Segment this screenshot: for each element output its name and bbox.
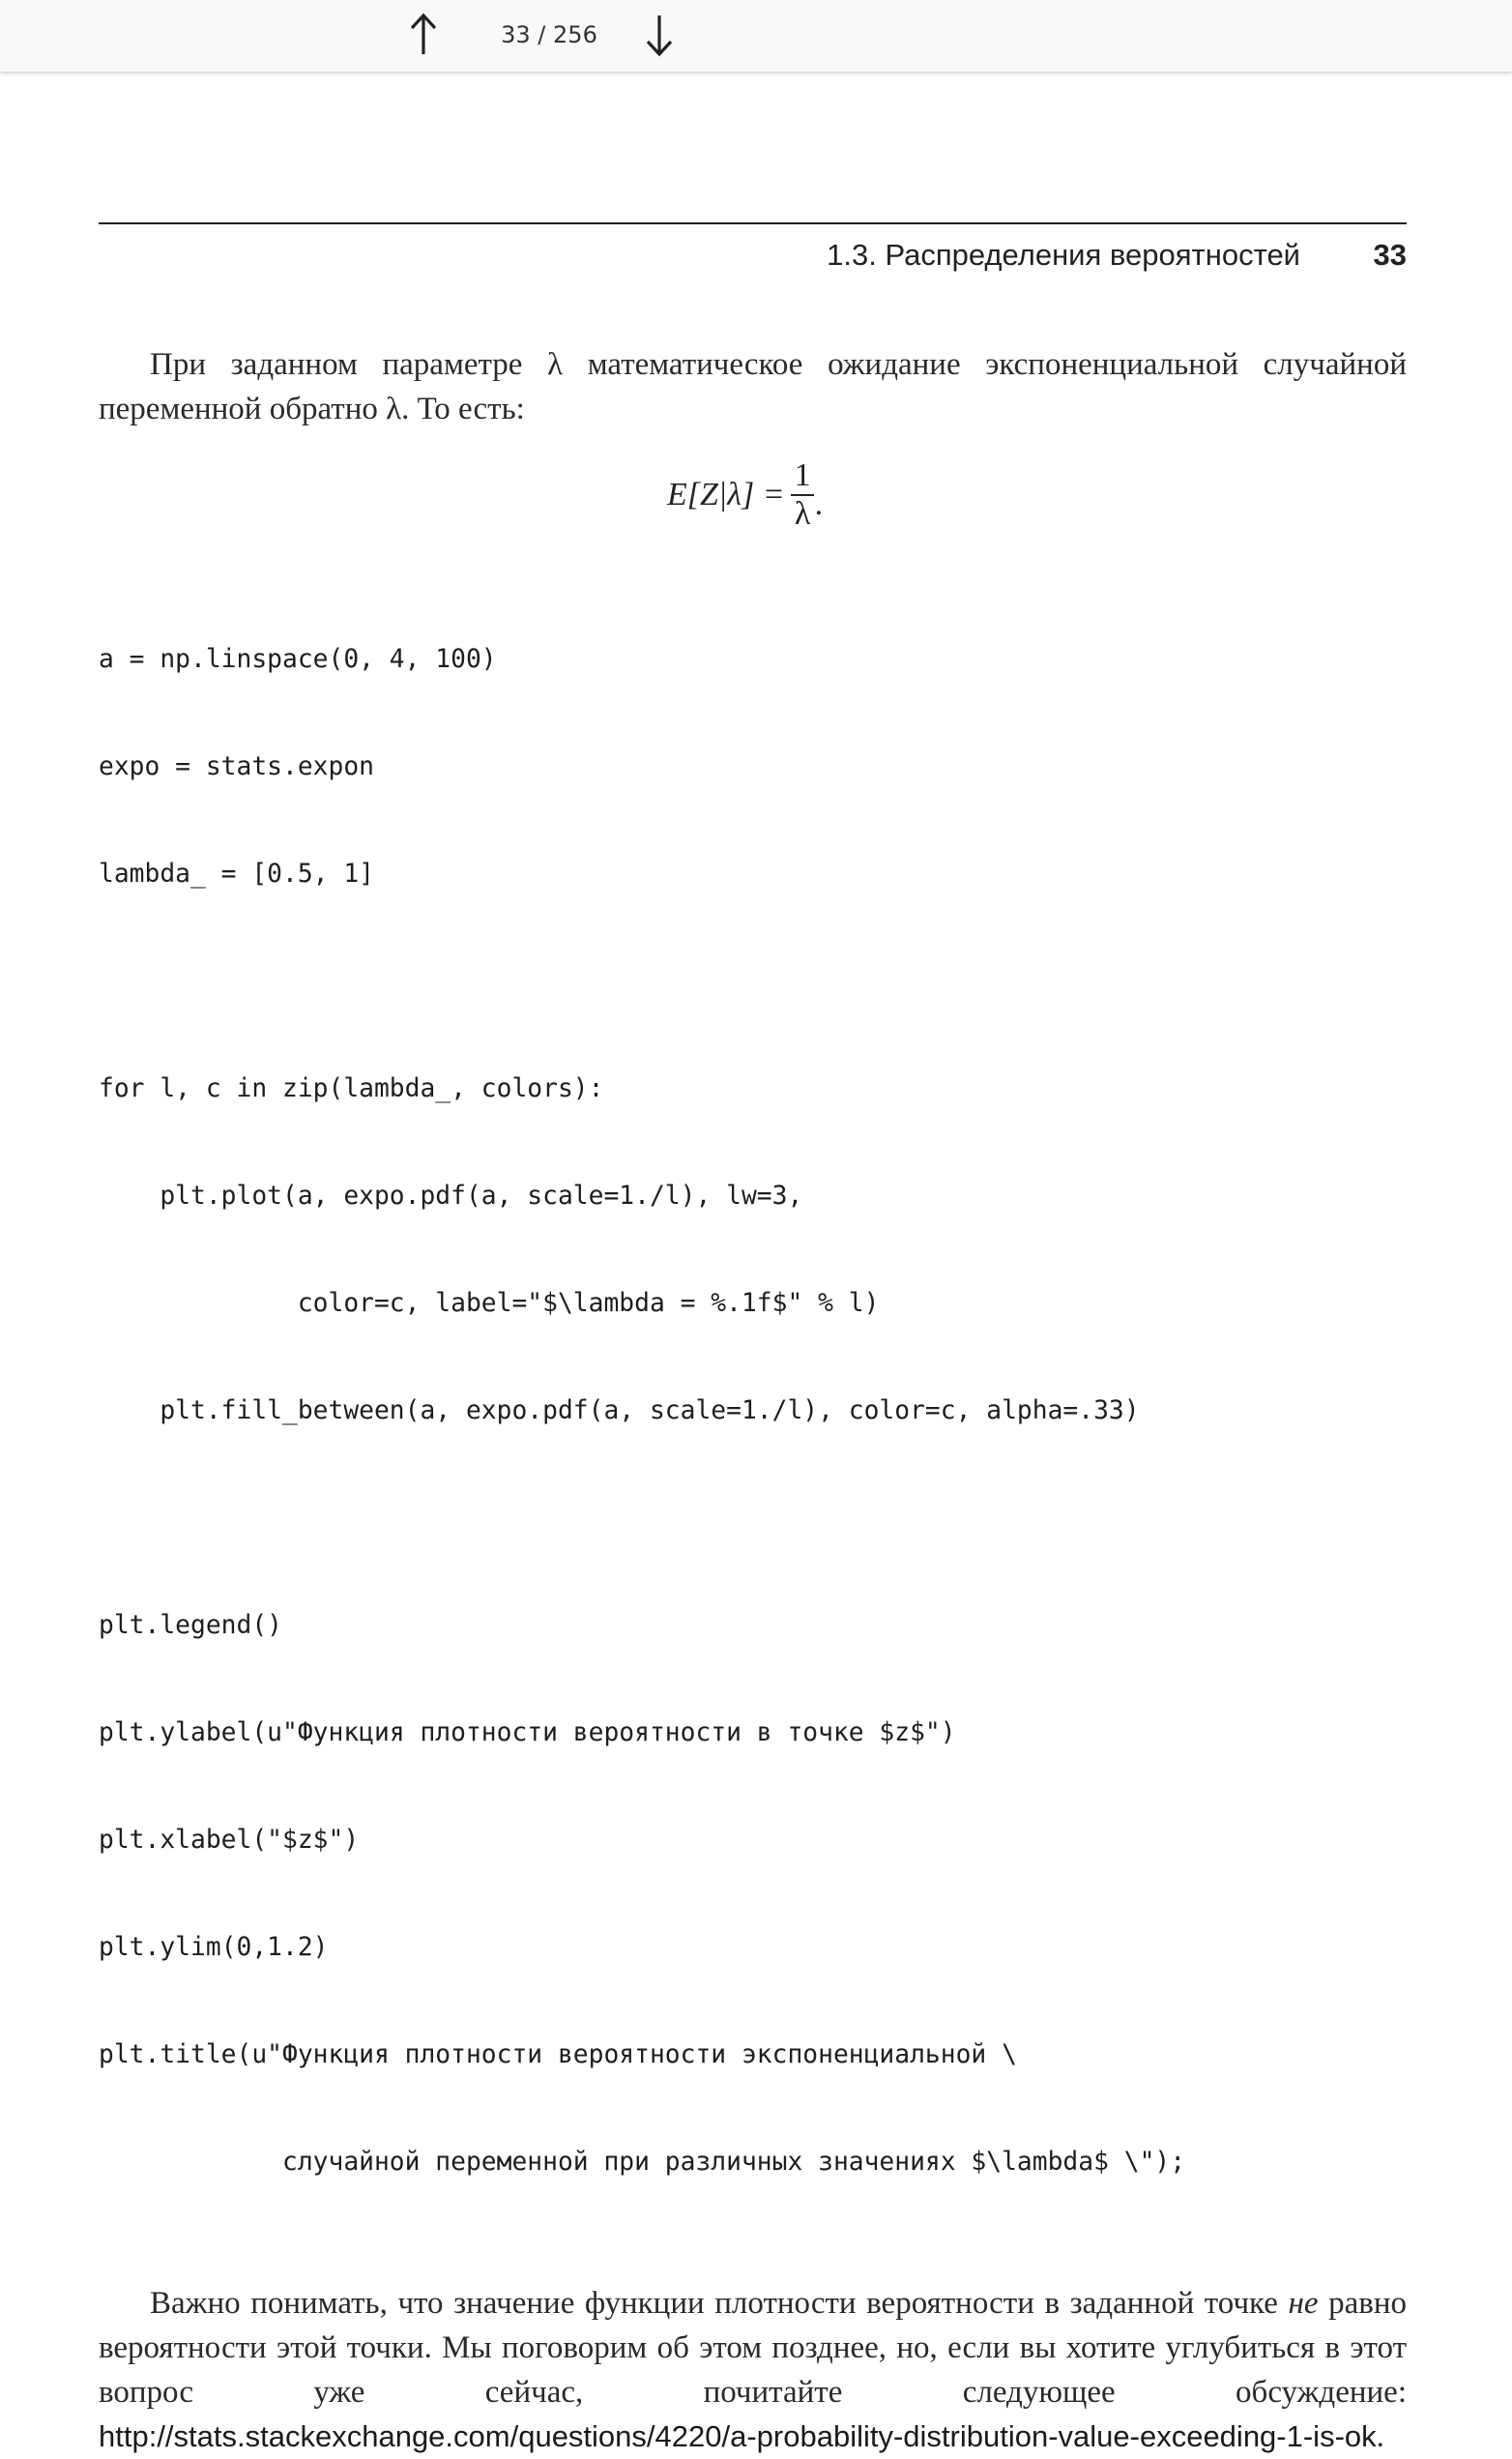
arrow-down-icon (640, 10, 679, 60)
formula-numerator: 1 (794, 457, 811, 493)
code-line: a = np.linspace(0, 4, 100) (99, 645, 497, 674)
paragraph-expectation: При заданном параметре λ математическое ожидание экспоненциальной случайной переменной обратно λ. То есть: (99, 347, 1407, 426)
paragraph-density-note (99, 2281, 1407, 2459)
previous-page-button[interactable] (404, 10, 443, 60)
document-page (99, 222, 1407, 2459)
formula-fraction (791, 457, 815, 533)
pdf-toolbar (0, 0, 1512, 73)
code-line: plt.ylabel(u"Функция плотности вероятности в точке $z$") (99, 1718, 956, 1747)
code-line: plt.fill_between(a, expo.pdf(a, scale=1./l), color=c, alpha=.33) (99, 1396, 1140, 1425)
formula-expectation (99, 443, 1407, 547)
code-block (99, 571, 1407, 2252)
page-indicator: 33 / 256 (501, 21, 597, 48)
code-line: plt.ylim(0,1.2) (99, 1933, 329, 1962)
code-line: color=c, label="$\lambda = %.1f$" % l) (99, 1289, 880, 1318)
running-title: 1.3. Распределения вероятностей (827, 238, 1300, 272)
density-note-text: равно вероятности этой точки. Мы поговорим об этом позднее, но, если вы хотите углубиться в этот вопрос уже сейчас, почитайте следующее обсуждение: (99, 2286, 1407, 2410)
code-line: plt.xlabel("$z$") (99, 1826, 360, 1855)
code-line: expo = stats.expon (99, 752, 374, 781)
code-line: plt.legend() (99, 1611, 282, 1640)
code-line: lambda_ = [0.5, 1] (99, 860, 374, 889)
page-number: 33 (1373, 238, 1407, 272)
formula-denominator: λ (791, 494, 815, 533)
stackexchange-link[interactable]: http://stats.stackexchange.com/questions/4220/a-probability-distribution-value-exceeding-1-is-ok (99, 2419, 1377, 2453)
code-line: plt.title(u"Функция плотности вероятности экспоненциальной \ (99, 2040, 1017, 2069)
arrow-up-icon (404, 10, 443, 60)
code-line: случайной переменной при различных значениях $\lambda$ \"); (99, 2148, 1186, 2177)
code-line (99, 1501, 1407, 1537)
code-line: for l, c in zip(lambda_, colors): (99, 1074, 604, 1103)
formula-lhs: E[Z|λ] = (667, 477, 785, 512)
code-line (99, 964, 1407, 1000)
density-note-intro: Важно понимать, что значение функции плотности вероятности в заданной точке (150, 2286, 1289, 2321)
formula-trailing: . (814, 486, 824, 522)
code-line: plt.plot(a, expo.pdf(a, scale=1./l), lw=3, (99, 1182, 803, 1211)
density-note-emphasis: не (1288, 2286, 1319, 2321)
running-head (99, 224, 1407, 282)
density-note-end: . (1376, 2419, 1384, 2454)
next-page-button[interactable] (640, 10, 679, 60)
